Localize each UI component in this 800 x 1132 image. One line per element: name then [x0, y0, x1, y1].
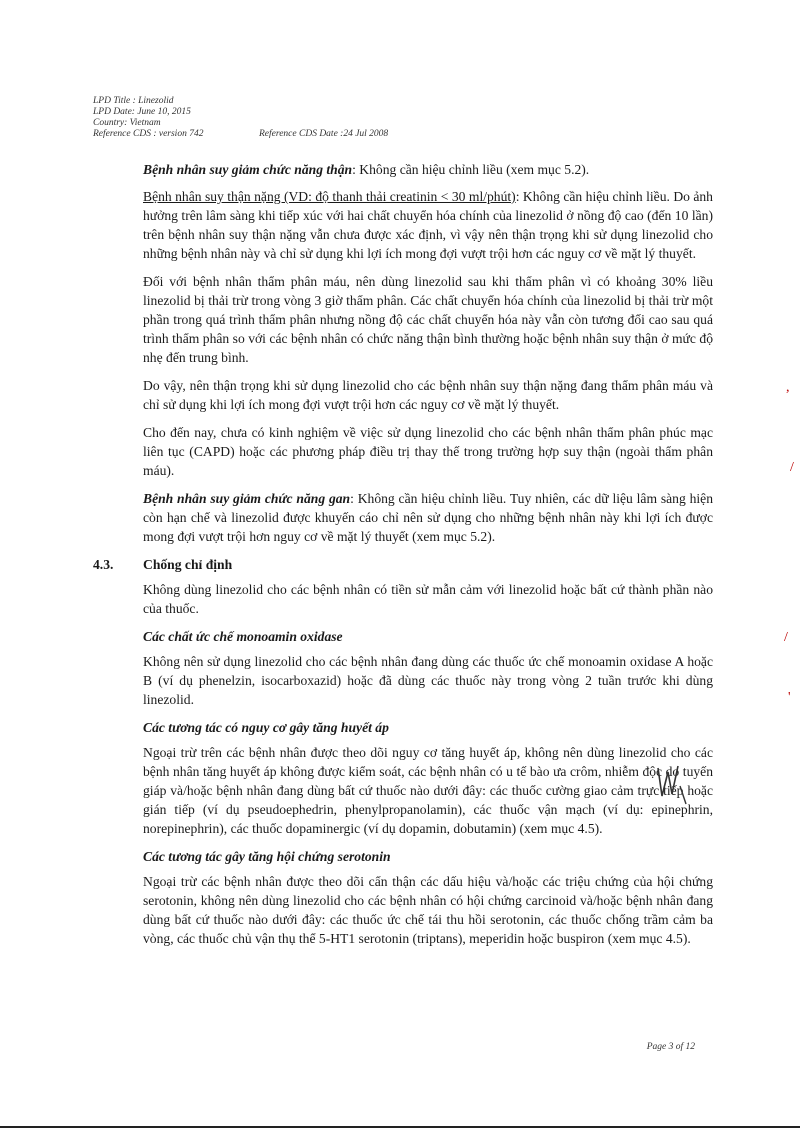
renal-text: : Không cần hiệu chỉnh liều (xem mục 5.2). — [352, 162, 590, 177]
renal-paragraph — [143, 160, 713, 179]
header-country: Country: Vietnam — [93, 118, 161, 128]
margin-mark: , — [786, 380, 790, 395]
section-title: Chống chỉ định — [143, 557, 233, 572]
contraindication-intro: Không dùng linezolid cho các bệnh nhân có tiền sử mẫn cảm với linezolid hoặc bất cứ thành phần nào của thuốc. — [143, 582, 713, 616]
mao-paragraph: Không nên sử dụng linezolid cho các bệnh nhân đang dùng các thuốc ức chế monoamin oxidase A hoặc B (ví dụ phenelzin, isocarboxazid) hoặc đã dùng các thuốc này trong vòng 2 tuần trước khi dùng linezolid. — [143, 654, 713, 707]
hypertension-paragraph: Ngoại trừ trên các bệnh nhân được theo dõi nguy cơ tăng huyết áp, không nên dùng linezolid cho các bệnh nhân tăng huyết áp không được kiểm soát, các bệnh nhân có u tế bào ưa crôm, nhiễm độc do tuyến giáp và/hoặc bệnh nhân đang dùng bất cứ thuốc nào dưới đây: các thuốc cường giao cảm trực tiếp hoặc gián tiếp (ví dụ pseudoephedrin, phenylpropanolamin), các thuốc vận mạch (ví dụ: epinephrin, norepinephrin), các thuốc dopaminergic (ví dụ dopamin, dobutamin) (xem mục 4.5). — [143, 745, 713, 836]
section-number: 4.3. — [93, 557, 114, 572]
capd-paragraph: Cho đến nay, chưa có kinh nghiệm về việc sử dụng linezolid cho các bệnh nhân thẩm phân phúc mạc liên tục (CAPD) hoặc các phương pháp điều trị thay thế trong trường hợp suy thận (ngoài thẩm phân máu). — [143, 425, 713, 478]
serotonin-paragraph: Ngoại trừ các bệnh nhân được theo dõi cẩn thận các dấu hiệu và/hoặc các triệu chứng của hội chứng serotonin, không nên dùng linezolid cho các bệnh nhân có hội chứng carcinoid và/hoặc bệnh nhân đang dùng bất cứ thuốc nào dưới đây: các thuốc ức chế tái thu hồi serotonin, các thuốc chống trầm cảm ba vòng, các thuốc chủ vận thụ thể 5-HT1 serotonin (triptans), meperidin hoặc buspiron (xem mục 4.5). — [143, 874, 713, 946]
renal-label: Bệnh nhân suy giảm chức năng thận — [143, 162, 353, 177]
hepatic-text: : Không cần hiệu chỉnh liều. Tuy nhiên, các dữ liệu lâm sàng hiện còn hạn chế và linezolid được khuyến cáo chỉ nên sử dụng cho những bệnh nhân này khi lợi ích được mong đợi vượt trội hơn nguy cơ về mặt lý thuyết (xem mục 5.2). — [143, 491, 714, 544]
header-ref-date: Reference CDS Date :24 Jul 2008 — [259, 129, 389, 139]
severe-renal-label: Bệnh nhân suy thận nặng (VD: độ thanh thải creatinin < 30 ml/phút) — [143, 189, 516, 204]
severe-renal-text: : Không cần hiệu chỉnh liều. Do ảnh hưởng trên lâm sàng khi tiếp xúc với hai chất chuyển hóa chính của linezolid ở nồng độ cao (đến 10 lần) trên bệnh nhân suy thận nặng vẫn chưa được xác định, vì vậy nên thận trọng khi sử dụng linezolid cho những bệnh nhân này và chỉ sử dụng khi lợi ích mong đợi vượt trội hơn các nguy cơ về mặt lý thuyết. — [143, 189, 713, 261]
margin-mark: / — [784, 630, 788, 645]
severe-renal-paragraph — [143, 187, 713, 263]
hepatic-paragraph — [143, 489, 713, 546]
handwritten-mark — [650, 758, 690, 808]
document-header — [93, 96, 388, 140]
caution-paragraph: Do vậy, nên thận trọng khi sử dụng linezolid cho các bệnh nhân suy thận nặng đang thẩm phân máu và chỉ sử dụng khi lợi ích mong đợi vượt trội hơn các nguy cơ về mặt lý thuyết. — [143, 378, 713, 412]
header-ref-cds: Reference CDS : version 742 — [93, 129, 204, 139]
section-heading — [93, 555, 713, 574]
page-number: Page 3 of 12 — [646, 1042, 695, 1052]
header-reference-row — [93, 129, 388, 140]
document-body — [93, 160, 714, 957]
dialysis-paragraph: Đối với bệnh nhân thẩm phân máu, nên dùng linezolid sau khi thẩm phân vì có khoảng 30% liều linezolid bị thải trừ trong vòng 3 giờ thẩm phân. Các chất chuyển hóa chính của linezolid bị thải trừ một phần trong quá trình thẩm phân nhưng nồng độ các chất chuyển hóa này vẫn còn tương đối cao sau quá trình thẩm phân so với các bệnh nhân có chức năng thận bình thường hoặc bệnh nhân suy thận ở mức độ nhẹ đến trung bình. — [143, 274, 713, 365]
margin-mark: ' — [788, 690, 791, 705]
serotonin-heading: Các tương tác gây tăng hội chứng serotonin — [143, 849, 391, 864]
mao-heading: Các chất ức chế monoamin oxidase — [143, 629, 343, 644]
margin-mark: / — [790, 460, 794, 475]
header-title: LPD Title : Linezolid — [93, 96, 174, 106]
bottom-rule — [0, 1126, 800, 1128]
hypertension-heading: Các tương tác có nguy cơ gây tăng huyết áp — [143, 720, 389, 735]
header-date: LPD Date: June 10, 2015 — [93, 107, 191, 117]
hepatic-label: Bệnh nhân suy giảm chức năng gan — [143, 491, 351, 506]
